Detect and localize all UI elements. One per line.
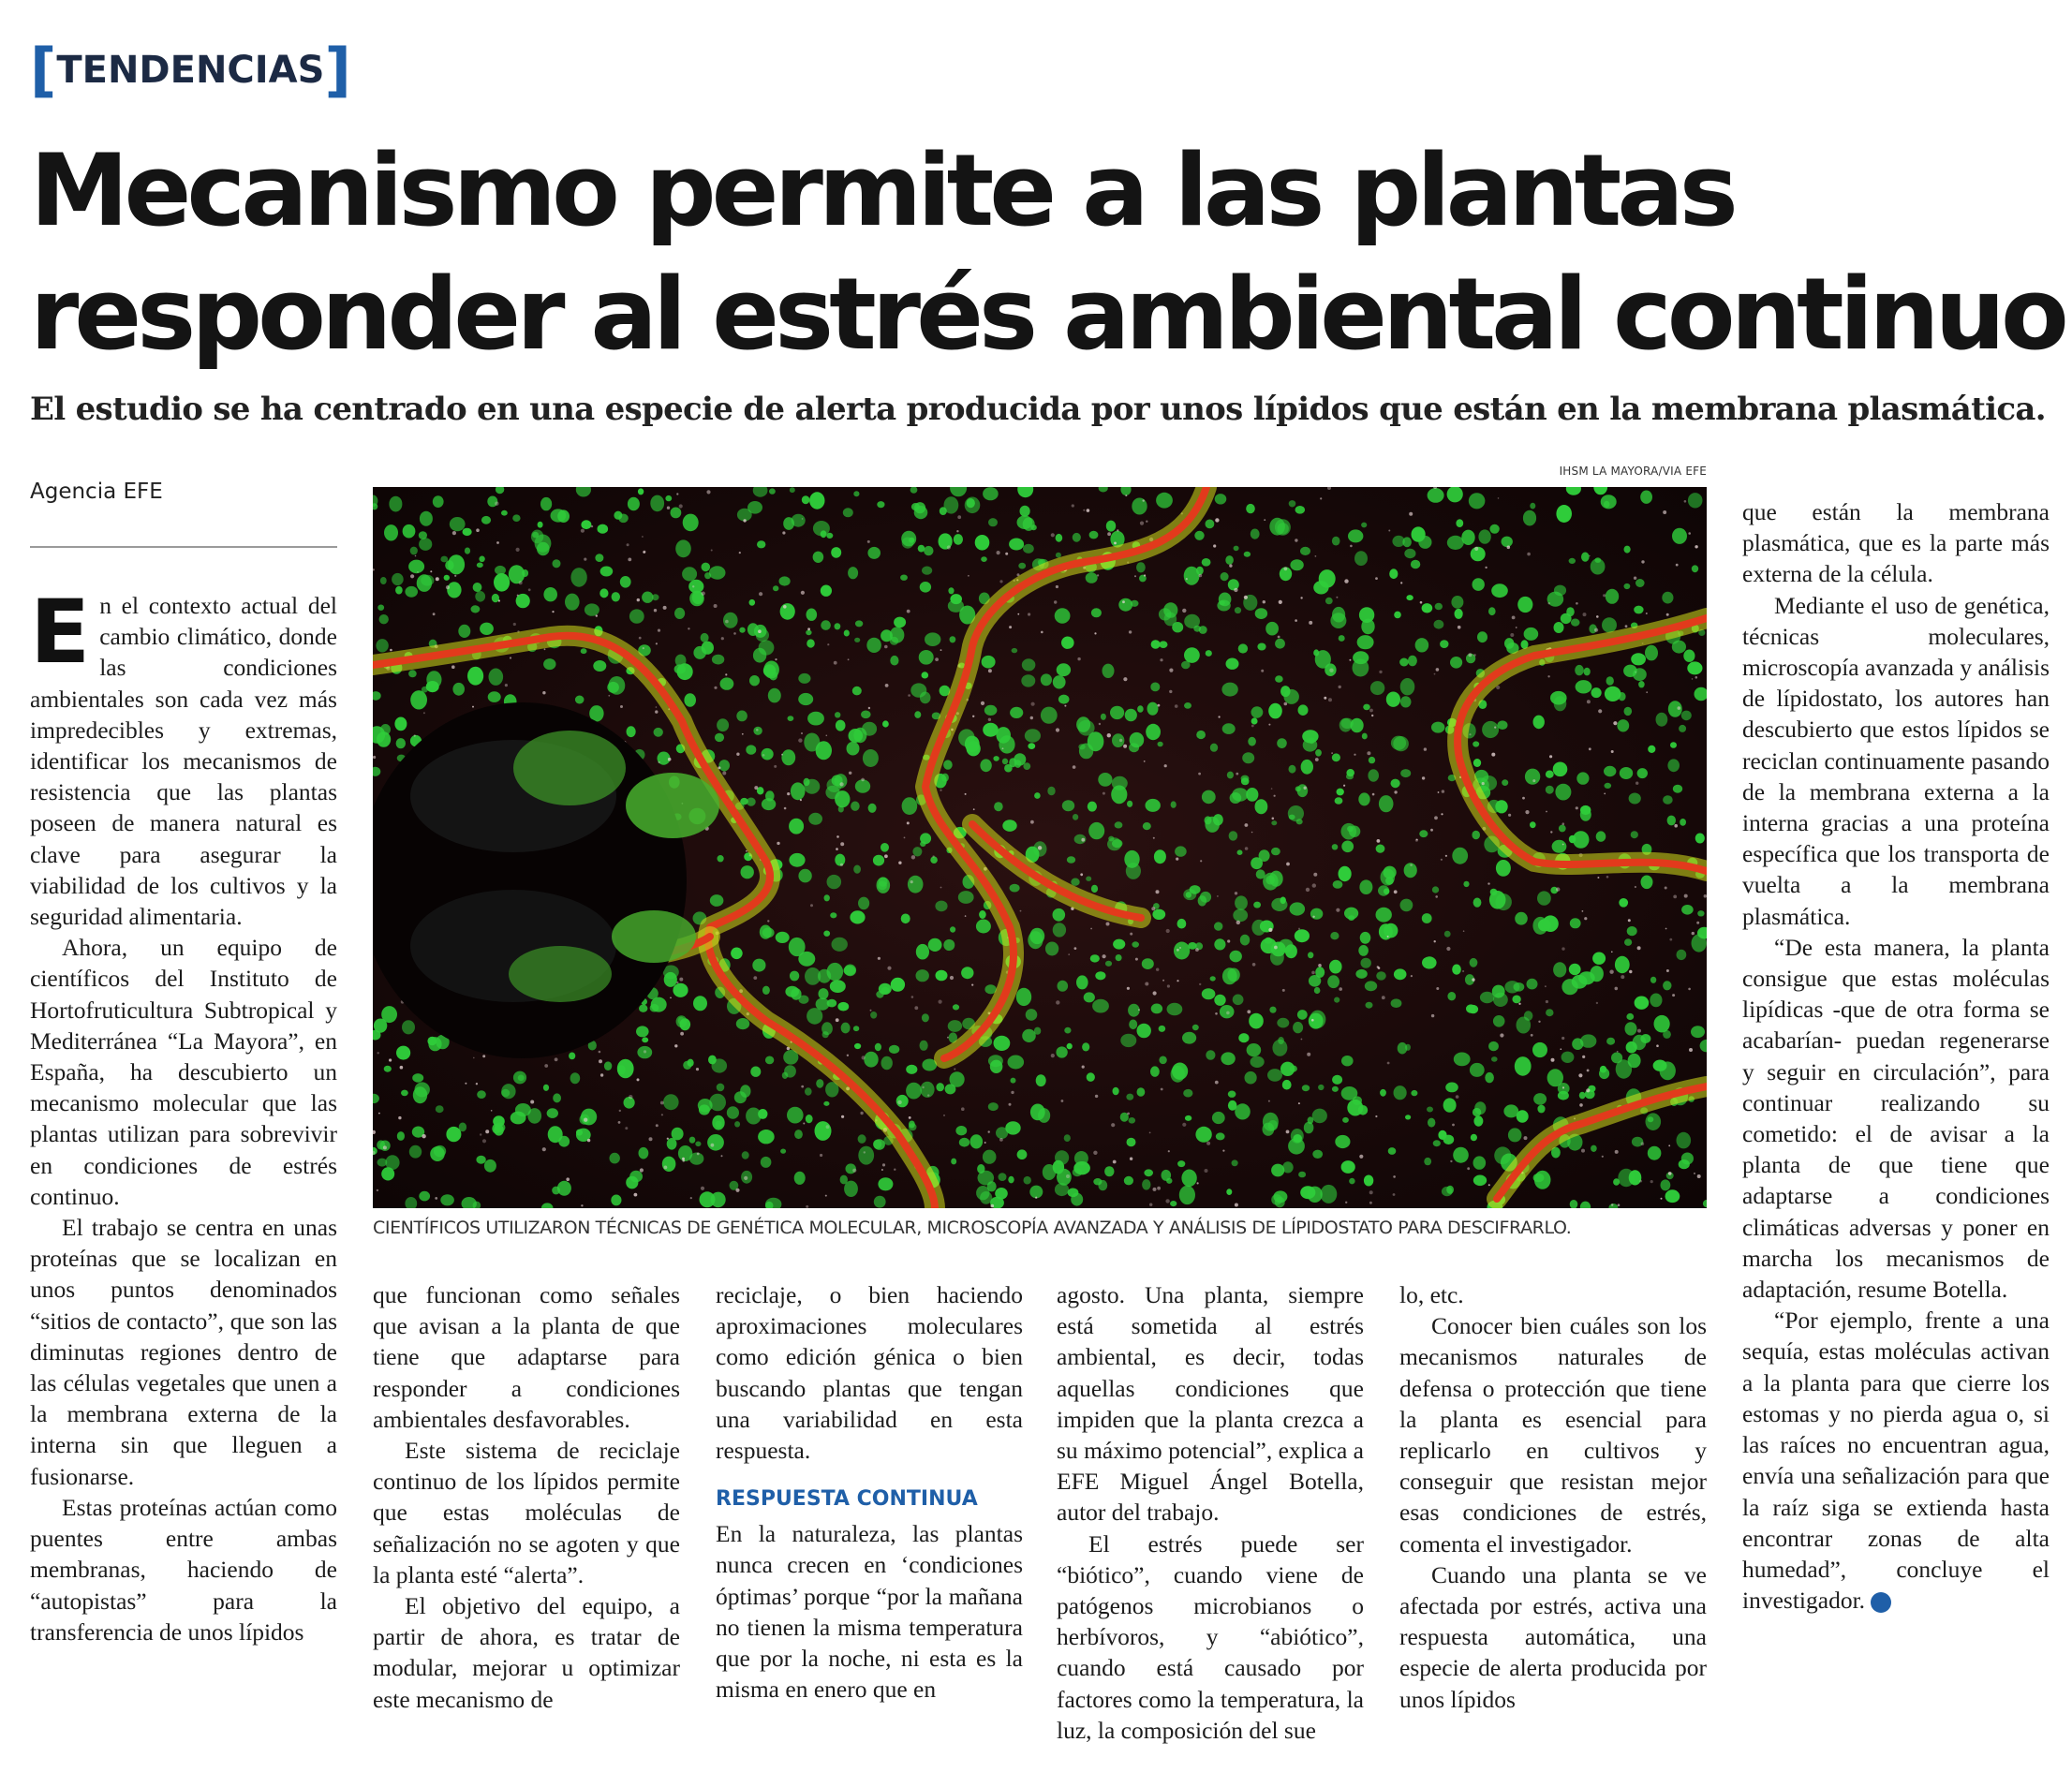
article-column-5 xyxy=(1399,1279,1707,1715)
paragraph-8-continued: lo, etc. xyxy=(1399,1281,1464,1308)
drop-cap: E xyxy=(30,582,91,684)
headline-line-1: Mecanismo permite a las plantas xyxy=(30,133,1734,248)
headline-line-2: responder al estrés ambiental continuo xyxy=(30,257,2065,372)
end-of-article-icon: ✪ xyxy=(1871,1592,1891,1613)
section-label xyxy=(30,36,351,104)
paragraph-7: En la naturaleza, las plantas nunca crecen en ‘condiciones óptimas’ porque “por la mañana no tienen la misma temperatura que por la noche, ni esta es la misma en enero que en xyxy=(716,1520,1023,1704)
microscopy-photo xyxy=(373,487,1707,1208)
byline: Agencia EFE xyxy=(30,480,163,504)
article-column-6 xyxy=(1742,496,2050,1616)
article-column-4 xyxy=(1057,1279,1364,1746)
paragraph-9: Conocer bien cuáles son los mecanismos naturales de defensa o protección que tiene la planta es esencial para replicarlo en cultivos y conseguir que resistan mejor esas condiciones de estrés, comenta el investigador. xyxy=(1399,1312,1707,1558)
bracket-left: [ xyxy=(30,36,57,104)
microscopy-image xyxy=(373,487,1707,1208)
paragraph-6-continued: reciclaje, o bien haciendo aproximaciones moleculares como edición génica o bien buscando plantas que tengan una variabilidad en esta respuesta. xyxy=(716,1281,1023,1465)
article-column-3 xyxy=(716,1279,1023,1705)
paragraph-1 xyxy=(30,582,337,932)
paragraph-10: Cuando una planta se ve afectada por estrés, activa una respuesta automática, una especie de alerta producida por unos lípidos xyxy=(1399,1560,1707,1713)
paragraph-4: Estas proteínas actúan como puentes entre ambas membranas, haciendo de “autopistas” para la transferencia de unos lípidos xyxy=(30,1493,337,1646)
subheadline: El estudio se ha centrado en una especie de alerta producida por unos lípidos que están en la membrana plasmática. xyxy=(30,391,2046,428)
section-name: TENDENCIAS xyxy=(56,49,325,92)
section-subtitle: RESPUESTA CONTINUA xyxy=(716,1487,978,1512)
photo-caption: CIENTÍFICOS UTILIZARON TÉCNICAS DE GENÉTICA MOLECULAR, MICROSCOPÍA AVANZADA Y ANÁLISIS DE LÍPIDOSTATO PARA DESCIFRARLO. xyxy=(373,1218,1572,1238)
paragraph-1-text: n el contexto actual del cambio climático, donde las condiciones ambientales son cada vez más impredecibles y extremas, identificar los mecanismos de resistencia que las plantas poseen de manera natural es clave para asegurar la viabilidad de los cultivos y la seguridad alimentaria. xyxy=(30,592,337,931)
paragraph-3: El trabajo se centra en unas proteínas que se localizan en unos puntos denominados “sitios de contacto”, que son las diminutas regiones dentro de las células vegetales que unen a la membrana externa de la interna sin que lleguen a fusionarse. xyxy=(30,1214,337,1490)
photo-credit: IHSM LA MAYORA/VIA EFE xyxy=(1559,465,1707,478)
paragraph-11: Mediante el uso de genética, técnicas moleculares, microscopía avanzada y análisis de lípidostato, los autores han descubierto que estos lípidos se reciclan continuamente pasando de la membrana externa a la interna gracias a una proteína específica que los transporta de vuelta a la membrana plasmática. xyxy=(1742,591,2050,930)
article-column-2 xyxy=(373,1279,680,1715)
paragraph-2: Ahora, un equipo de científicos del Instituto de Hortofruticultura Subtropical y Mediterránea “La Mayora”, en España, ha descubierto un mecanismo molecular que las plantas utilizan para sobrevivir en condiciones de estrés continuo. xyxy=(30,934,337,1210)
article-column-1 xyxy=(30,582,337,1647)
paragraph-5: Este sistema de reciclaje continuo de los lípidos permite que estas moléculas de señalización no se agoten y que la planta esté “alerta”. xyxy=(373,1437,680,1588)
paragraph-8: El estrés puede ser “biótico”, cuando viene de patógenos microbianos o herbívoros, y “abiótico”, cuando está causado por factores como la temperatura, la luz, la composición del sue xyxy=(1057,1529,1364,1744)
paragraph-13-text: “Por ejemplo, frente a una sequía, estas moléculas activan a la planta para que cierre los estomas y no pierda agua o, si las raíces no encuentran agua, envía una señalización para que la raíz siga se extienda hasta encontrar zonas de alta humedad”, concluye el investigador. xyxy=(1742,1307,2050,1615)
paragraph-7-continued: agosto. Una planta, siempre está sometida al estrés ambiental, es decir, todas aquellas condiciones que impiden que la planta crezca a su máximo potencial”, explica a EFE Miguel Ángel Botella, autor del trabajo. xyxy=(1057,1281,1364,1527)
paragraph-13 xyxy=(1742,1305,2050,1616)
headline xyxy=(30,129,2065,377)
paragraph-12: “De esta manera, la planta consigue que estas moléculas lipídicas -que de otra forma se acabarían- puedan regenerarse y seguir en circulación”, para continuar realizando su cometido: el de avisar a la planta de que tiene que adaptarse a condiciones climáticas adversas y poner en marcha los mecanismos de adaptación, resume Botella. xyxy=(1742,933,2050,1304)
byline-divider xyxy=(30,546,337,548)
paragraph-10-continued: que están la membrana plasmática, que es la parte más externa de la célula. xyxy=(1742,498,2050,588)
bracket-right: ] xyxy=(324,36,351,104)
paragraph-6: El objetivo del equipo, a partir de ahora, es tratar de modular, mejorar u optimizar este mecanismo de xyxy=(373,1592,680,1713)
paragraph-4-continued: que funcionan como señales que avisan a la planta de que tiene que adaptarse para responder a condiciones ambientales desfavorables. xyxy=(373,1281,680,1433)
